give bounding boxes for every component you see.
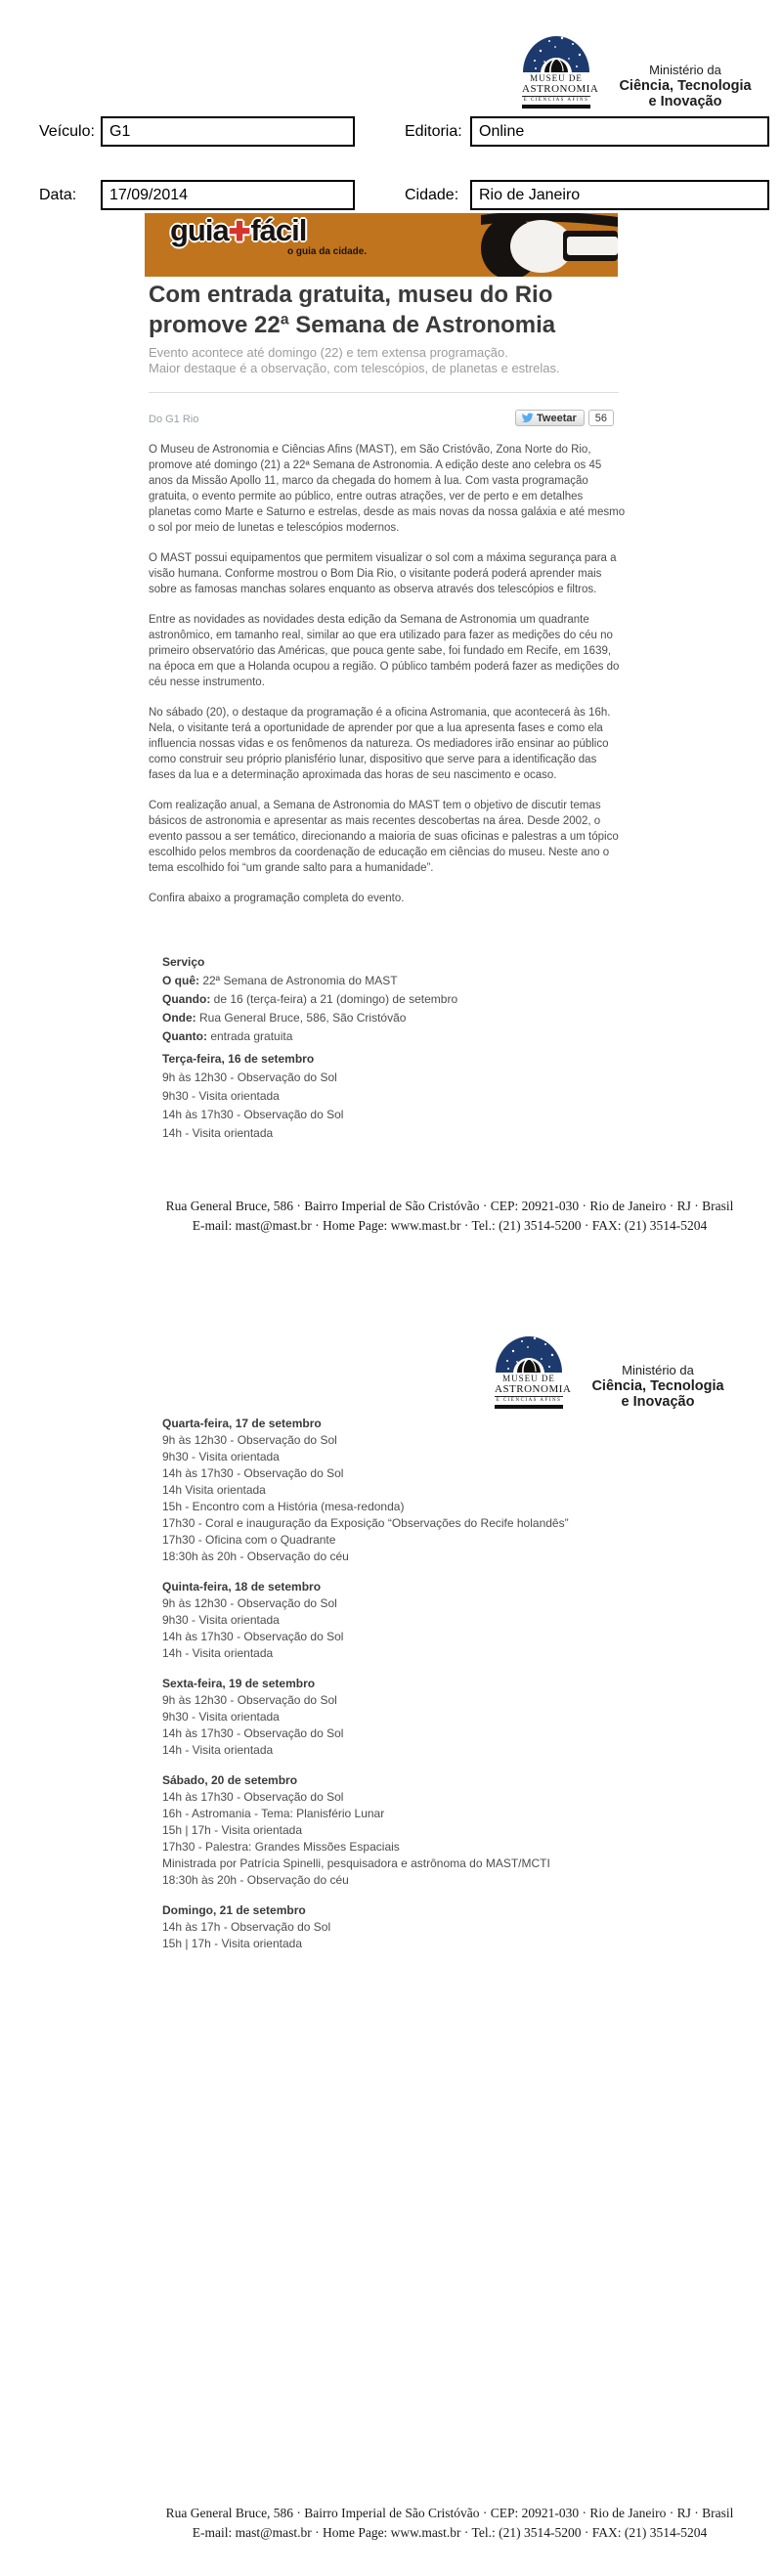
footer-contacts: E-mail: mast@mast.br · Home Page: www.mast.br · Tel.: (21) 3514-5200 · FAX: (21) 3514-5204 (192, 1218, 708, 1233)
day-title: Domingo, 21 de setembro (162, 1903, 306, 1917)
service-line (162, 972, 457, 990)
tweet-widget (515, 410, 614, 426)
footer-address: Rua General Bruce, 586 · Bairro Imperial de São Cristóvão · CEP: 20921-030 · Rio de Janeiro · RJ · Brasil (165, 2506, 734, 2520)
schedule-line: 14h - Visita orientada (162, 1743, 274, 1757)
service-line (162, 953, 457, 972)
paragraph: O Museu de Astronomia e Ciências Afins (MAST), em São Cristóvão, Zona Norte do Rio, promove até domingo (21) a 22ª Semana de Astronomia. A edição deste ano celebra os 45 anos da Missão Apollo 11, marco da chegada do homem à lua. Com vasta programação gratuita, o evento permite ao público, entre outras atrações, ver de perto e em detalhes planetas como Marte e Saturno e estrelas, desde as mais novas da nossa galáxia e até mesmo o sol por meio de lunetas e telescópios modernos. (149, 444, 626, 534)
service-line (162, 1027, 457, 1046)
footer-contacts: E-mail: mast@mast.br · Home Page: www.mast.br · Tel.: (21) 3514-5200 · FAX: (21) 3514-5204 (192, 2525, 708, 2540)
mast-logo (522, 29, 599, 109)
schedule-line: 14h - Visita orientada (162, 1126, 274, 1140)
service-line (162, 1009, 457, 1027)
schedule-line: 14h às 17h30 - Observação do Sol (162, 1466, 344, 1480)
schedule-line: 15h - Encontro com a História (mesa-redonda) (162, 1500, 405, 1513)
twitter-bird-icon (521, 412, 534, 424)
ministry-line1: Ministério da (649, 63, 721, 77)
day-title: Quarta-feira, 17 de setembro (162, 1417, 322, 1430)
data-label: Data: (39, 187, 77, 203)
schedule-day-wednesday (162, 1416, 569, 1565)
schedule-line: Ministrada por Patrícia Spinelli, pesquisadora e astrônoma do MAST/MCTI (162, 1856, 550, 1870)
cidade-input[interactable]: Rio de Janeiro (470, 180, 769, 210)
schedule-day-thursday (162, 1579, 569, 1662)
schedule-line: 15h | 17h - Visita orientada (162, 1937, 302, 1950)
service-text: Rua General Bruce, 586, São Cristóvão (196, 1011, 407, 1025)
service-text: entrada gratuita (207, 1029, 293, 1043)
paragraph: No sábado (20), o destaque da programação é a oficina Astromania, que acontecerá às 16h. Nela, o visitante terá a oportunidade de aprender por que a lua apresenta fases e como ela influencia nossas vidas e os fenômenos da natureza. Os mediadores irão ensinar ao público como construir seu próprio planisfério lunar, dispositivo que serve para a identificação das fases da lua e a determinação aproximada das horas de seu nascimento e ocaso. (149, 707, 611, 781)
mast-bar (522, 105, 590, 109)
tweet-button-label: Tweetar (537, 412, 577, 424)
guia-facil-logo (170, 213, 306, 248)
schedule-line: 9h30 - Visita orientada (162, 1710, 280, 1724)
schedule-line: 14h às 17h30 - Observação do Sol (162, 1630, 344, 1643)
telescope-graphic (481, 213, 618, 277)
subtitle-line1: Evento acontece até domingo (22) e tem extensa programação. (149, 345, 508, 360)
schedule-line: 9h às 12h30 - Observação do Sol (162, 1596, 337, 1610)
footer-address: Rua General Bruce, 586 · Bairro Imperial de São Cristóvão · CEP: 20921-030 · Rio de Janeiro · RJ · Brasil (165, 1199, 734, 1213)
headline-line1: Com entrada gratuita, museu do Rio (149, 282, 553, 308)
schedule-line: 9h às 12h30 - Observação do Sol (162, 1693, 337, 1707)
editoria-input[interactable]: Online (470, 116, 769, 147)
schedule-day-friday (162, 1676, 569, 1759)
schedule-line: 14h às 17h - Observação do Sol (162, 1920, 331, 1934)
schedule-line: 18:30h às 20h - Observação do céu (162, 1873, 349, 1887)
paragraph: Confira abaixo a programação completa do evento. (149, 893, 405, 904)
plus-icon: ✚ (228, 217, 251, 246)
service-label: O quê: (162, 974, 199, 987)
paragraph: Entre as novidades as novidades desta edição da Semana de Astronomia um quadrante astronômico, em tamanho real, similar ao que era utilizado para fazer as medições do céu no primeiro observatório das Américas, que pouca gente sabe, foi fundado em Recife, em 1639, na época em que a Holanda ocupou a região. O público também poderá fazer as medições do céu nesse instrumento. (149, 614, 620, 688)
ministry-line3: e Inovação (621, 1394, 695, 1410)
tweet-count[interactable]: 56 (588, 410, 614, 426)
schedule-day-tuesday (162, 1050, 343, 1143)
day-title: Sexta-feira, 19 de setembro (162, 1677, 316, 1690)
day-title: Quinta-feira, 18 de setembro (162, 1580, 322, 1594)
ministry-wordmark (586, 1330, 729, 1410)
mast-line3: E CIÊNCIAS AFINS (523, 98, 589, 103)
schedule-day-sunday (162, 1902, 569, 1952)
page2-footer (108, 2504, 782, 2543)
paragraph: Com realização anual, a Semana de Astronomia do MAST tem o objetivo de discutir temas básicos de astronomia e apresentar as mais recentes descobertas na área. Desde 2002, o evento passou a ser temático, direcionando a maioria de suas oficinas e palestras a um tópico escolhido pelos membros da coordenação de educação em ciências do museu. Neste ano o tema escolhido foi “um grande salto para a humanidade”. (149, 800, 619, 874)
schedule-line: 9h30 - Visita orientada (162, 1089, 280, 1103)
mast-line2: ASTRONOMIA (495, 1383, 572, 1395)
article-headline (149, 280, 622, 340)
schedule-line: 18:30h às 20h - Observação do céu (162, 1550, 349, 1563)
ministry-wordmark (614, 29, 757, 109)
schedule-line: 17h30 - Palestra: Grandes Missões Espaciais (162, 1840, 400, 1854)
observatory-dome-icon (523, 29, 589, 72)
byline: Do G1 Rio (149, 414, 199, 425)
ministry-line2: Ciência, Tecnologia (591, 1378, 724, 1394)
mast-wordmark (495, 1374, 572, 1409)
guia-facil-tagline: o guia da cidade. (287, 246, 368, 257)
page2-schedule (162, 1416, 569, 1966)
schedule-day-saturday (162, 1772, 569, 1889)
service-line (162, 990, 457, 1009)
editoria-label: Editoria: (405, 123, 462, 140)
schedule-line: 17h30 - Coral e inauguração da Exposição “Observações do Recife holandês” (162, 1516, 569, 1530)
subtitle-line2: Maior destaque é a observação, com telescópios, de planetas e estrelas. (149, 361, 560, 375)
service-label: Quanto: (162, 1029, 207, 1043)
service-label: Quando: (162, 992, 211, 1006)
mast-line2: ASTRONOMIA (522, 83, 599, 95)
mast-wordmark (522, 73, 599, 109)
mast-logo (495, 1330, 572, 1409)
schedule-line: 14h às 17h30 - Observação do Sol (162, 1108, 344, 1121)
tweet-button[interactable] (515, 410, 585, 426)
guia-word: guia (170, 213, 229, 247)
schedule-line: 14h Visita orientada (162, 1483, 266, 1497)
paragraph: O MAST possui equipamentos que permitem visualizar o sol com a máxima segurança para a visão humana. Conforme mostrou o Bom Dia Rio, o visitante poderá poderá aprender mais sobre as famosas manchas solares enquanto as observa através dos telescópios e filtros. (149, 552, 617, 595)
veiculo-label: Veículo: (39, 123, 95, 140)
schedule-line: 15h | 17h - Visita orientada (162, 1823, 302, 1837)
mast-ministry-logo (495, 1330, 729, 1410)
cidade-label: Cidade: (405, 187, 459, 203)
schedule-line: 17h30 - Oficina com o Quadrante (162, 1533, 336, 1547)
guia-facil-banner (145, 213, 618, 277)
headline-line2: promove 22ª Semana de Astronomia (149, 312, 556, 338)
mast-line1: MUSEU DE (502, 1374, 555, 1383)
data-input[interactable]: 17/09/2014 (101, 180, 355, 210)
divider (149, 392, 619, 393)
schedule-line: 9h às 12h30 - Observação do Sol (162, 1433, 337, 1447)
schedule-line: 9h às 12h30 - Observação do Sol (162, 1070, 337, 1084)
mast-line3: E CIÊNCIAS AFINS (496, 1398, 562, 1403)
ministry-line3: e Inovação (648, 94, 722, 109)
service-block (162, 953, 457, 1046)
mast-line1: MUSEU DE (530, 73, 583, 83)
article-body (149, 442, 626, 921)
schedule-line: 9h30 - Visita orientada (162, 1613, 280, 1627)
day-title: Terça-feira, 16 de setembro (162, 1052, 315, 1066)
veiculo-input[interactable]: G1 (101, 116, 355, 147)
page1-footer (108, 1197, 782, 1236)
facil-word: fácil (250, 213, 307, 247)
service-label: Onde: (162, 1011, 196, 1025)
service-label: Serviço (162, 955, 205, 969)
schedule-line: 16h - Astromania - Tema: Planisfério Lunar (162, 1807, 385, 1820)
ministry-line1: Ministério da (622, 1363, 694, 1377)
ministry-line2: Ciência, Tecnologia (619, 78, 752, 94)
mast-ministry-logo (522, 29, 757, 109)
schedule-line: 14h às 17h30 - Observação do Sol (162, 1726, 344, 1740)
mast-bar (495, 1405, 563, 1409)
service-text: de 16 (terça-feira) a 21 (domingo) de setembro (210, 992, 458, 1006)
observatory-dome-icon (496, 1330, 562, 1373)
schedule-line: 14h - Visita orientada (162, 1646, 274, 1660)
day-title: Sábado, 20 de setembro (162, 1773, 298, 1787)
article-subtitle (149, 345, 622, 376)
schedule-line: 14h às 17h30 - Observação do Sol (162, 1790, 344, 1804)
schedule-line: 9h30 - Visita orientada (162, 1450, 280, 1463)
service-text: 22ª Semana de Astronomia do MAST (199, 974, 398, 987)
